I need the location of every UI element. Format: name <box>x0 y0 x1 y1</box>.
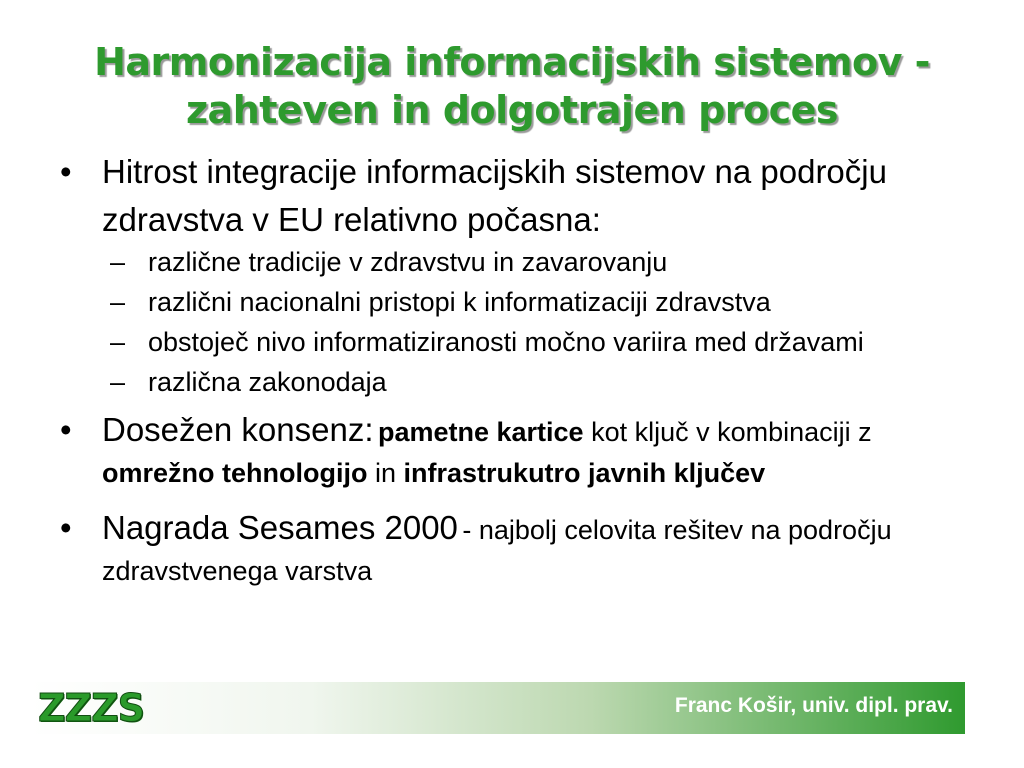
subitem <box>110 246 980 278</box>
slide-title <box>0 38 1024 134</box>
bullet-1 <box>60 148 980 244</box>
bullet-2-text-2: in <box>375 458 397 488</box>
subitem <box>110 326 980 358</box>
zzzs-logo: ZZZS <box>38 686 145 730</box>
dash-icon: – <box>110 327 126 357</box>
subitem <box>110 366 980 398</box>
bullet-dot-icon: • <box>60 153 72 190</box>
bullet-2-lead: Dosežen konsenz: <box>102 411 374 448</box>
subitem-text: različni nacionalni pristopi k informatizaciji zdravstva <box>148 287 771 317</box>
bullet-2-text-1: kot ključ v kombinaciji z <box>591 417 872 447</box>
bullet-2-bold-2: omrežno tehnologijo <box>102 458 368 488</box>
dash-icon: – <box>110 247 126 277</box>
bullet-2-bold-3: infrastrukutro javnih ključev <box>403 458 766 488</box>
bullet-dot-icon: • <box>60 509 72 546</box>
bullet-2-bold-1: pametne kartice <box>377 417 584 447</box>
bullet-1-subitems <box>60 246 980 398</box>
bullet-2 <box>60 406 980 492</box>
bullet-3-text: - najbolj celovita rešitev na področju zdravstvenega varstva <box>102 515 892 586</box>
bullet-3 <box>60 504 980 590</box>
slide-title-line-1: Harmonizacija informacijskih sistemov - <box>94 40 930 84</box>
subitem-text: različne tradicije v zdravstvu in zavarovanju <box>148 247 668 277</box>
slide-content <box>60 148 980 590</box>
slide-title-line-2: zahteven in dolgotrajen proces <box>185 88 839 132</box>
subitem <box>110 286 980 318</box>
bullet-1-text: Hitrost integracije informacijskih sistemov na področju zdravstva v EU relativno počasna: <box>102 153 887 238</box>
footer-bar <box>30 682 965 734</box>
dash-icon: – <box>110 367 126 397</box>
subitem-text: različna zakonodaja <box>148 367 387 397</box>
subitem-text: obstoječ nivo informatiziranosti močno variira med državami <box>148 327 864 357</box>
dash-icon: – <box>110 287 126 317</box>
bullet-dot-icon: • <box>60 411 72 448</box>
footer-author: Franc Košir, univ. dipl. prav. <box>674 694 953 717</box>
bullet-3-lead: Nagrada Sesames 2000 <box>102 509 458 546</box>
